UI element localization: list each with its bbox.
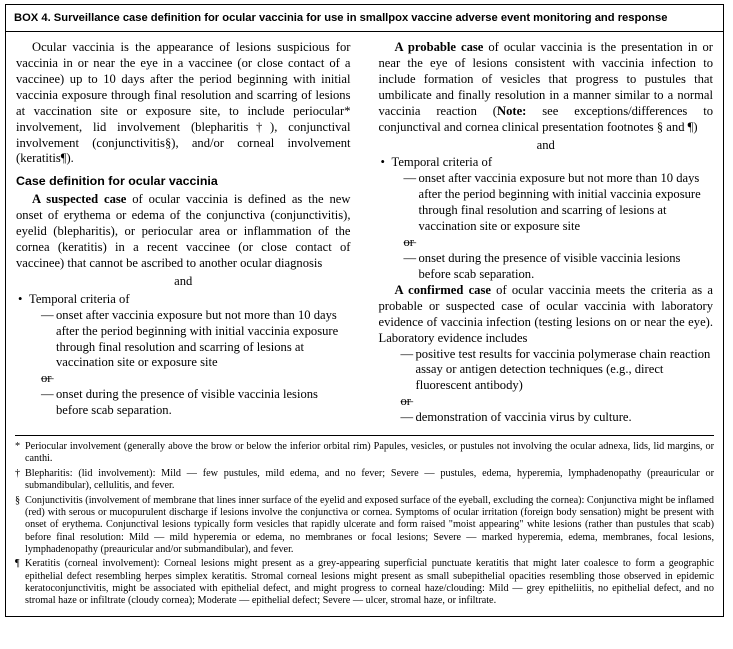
left-temporal-bullet-list bbox=[16, 292, 351, 419]
left-or-connector: — or bbox=[41, 371, 351, 387]
footnote-periocular bbox=[15, 441, 714, 466]
list-item bbox=[379, 155, 714, 282]
left-column bbox=[16, 40, 365, 426]
list-item: — positive test results for vaccinia polymerase chain reaction assay or antigen detection techniques (e.g., direct fluorescent antibody) bbox=[401, 347, 714, 395]
left-and-connector: and bbox=[174, 273, 193, 288]
case-definition-subheading: Case definition for ocular vaccinia bbox=[16, 174, 218, 189]
probable-case-note-label: Note: bbox=[497, 103, 527, 118]
right-temporal-dash-list bbox=[392, 171, 714, 282]
footnote-text: Keratitis (corneal involvement): Corneal lesions might present as a grey-appearing superficial punctuate keratitis that might later coalesce to form a geographic epithelial defect resembling herpes simplex keratitis. Stromal corneal lesions might present as small subepithelial opacities resembling those observed in epidemic keratoconjunctivitis, might be associated with epithelial defect, and might progress to corneal haze/clouding: Mild — grey epitheliitis, no epithelial defect, and no stromal haze or infiltrate (cloudy cornea); Moderate — epithelial defect; Severe — ulcer, stromal haze, or infiltrate. bbox=[25, 558, 714, 607]
footnote-marker: § bbox=[15, 494, 21, 506]
probable-case-paragraph bbox=[379, 40, 714, 136]
right-temporal-criteria-label: Temporal criteria of bbox=[391, 155, 493, 170]
probable-case-text-part2: see exceptions/differences to conjunctival and cornea clinical presentation footnotes § and ¶) bbox=[378, 103, 713, 134]
list-item: — onset during the presence of visible vaccinia lesions before scab separation. bbox=[41, 387, 351, 419]
list-item: — onset after vaccinia exposure but not more than 10 days after the period beginning with initial vaccinia exposure through final resolution and scarring of lesions at vaccination site or exposure site bbox=[404, 171, 714, 235]
right-column bbox=[365, 40, 714, 426]
footnote-marker: ¶ bbox=[15, 558, 20, 570]
laboratory-evidence-list bbox=[379, 347, 714, 427]
confirmed-case-text: of ocular vaccinia meets the criteria as a probable or suspected case of ocular vaccinia with laboratory evidence of vaccinia infection (testing lesions on or near the eye). Laboratory evidence includes bbox=[378, 282, 713, 345]
footnote-blepharitis bbox=[15, 468, 714, 493]
left-temporal-dash-list bbox=[29, 308, 351, 419]
suspected-case-paragraph bbox=[16, 192, 351, 272]
footnote-keratitis bbox=[15, 558, 714, 607]
suspected-case-label: A suspected case bbox=[32, 192, 127, 207]
footnote-marker: * bbox=[15, 441, 21, 453]
footnote-text: Periocular involvement (generally above the brow or below the inferior orbital rim) Papules, vesicles, or pustules not involving the ocular adnexa, lids, lid margins, or canthi. bbox=[25, 441, 714, 465]
box-columns bbox=[6, 32, 723, 432]
ocular-vaccinia-intro-paragraph: Ocular vaccinia is the appearance of lesions suspicious for vaccinia in or near the eye in a vaccinee (or close contact of a vaccinee) up to 10 days after the period beginning with initial vaccinia exposure through final resolution and scarring of lesions at vaccination site or exposure site, to include periocular* involvement, lid involvement (blepharitis†), conjunctival involvement (conjunctivitis§), and/or corneal involvement (keratitis¶). bbox=[16, 40, 351, 166]
lab-or-connector: — or bbox=[401, 394, 714, 410]
footnote-text: Conjunctivitis (involvement of membrane that lines inner surface of the eyelid and exposed surface of the eyeball, excluding the cornea): Conjunctiva might be inflamed (red) with serous or mucopurulent discharge if lesions involve the conjunctiva or cornea. Symptoms of ocular irritation (foreign body sensation) might be present with onset of erythema. Conjunctival lesions typically form vesicles that rapidly ulcerate and form raised "moist appearing" white lesions (rather than pustules that scab) before final resolution: Mild — mild hyperemia or edema, no membranes or focal lesions; Severe — marked hyperemia, edema, membranes, focal lesions, lymphadenopathy (preauricular and/or submandibular), and fever. bbox=[25, 494, 714, 555]
box-title: BOX 4. Surveillance case definition for ocular vaccinia for use in smallpox vaccine adverse event monitoring and response bbox=[6, 5, 723, 32]
list-item bbox=[16, 292, 351, 419]
surveillance-case-definition-box bbox=[5, 4, 724, 617]
right-and-connector: and bbox=[536, 137, 555, 152]
left-temporal-criteria-label: Temporal criteria of bbox=[29, 291, 130, 306]
list-item: — onset after vaccinia exposure but not more than 10 days after the period beginning with initial vaccinia exposure through final resolution and scarring of lesions at vaccination site or exposure site bbox=[41, 308, 351, 372]
footnote-conjunctivitis bbox=[15, 495, 714, 557]
footnote-text: Blepharitis: (lid involvement): Mild — few pustules, mild edema, and no fever; Severe — pustules, edema, hyperemia, lymphadenopathy (preauricular or submandibular), cellulitis, and fever. bbox=[25, 467, 714, 492]
footnotes-section bbox=[15, 435, 714, 615]
probable-case-label: A probable case bbox=[394, 40, 484, 54]
suspected-case-text: of ocular vaccinia is defined as the new onset of erythema or edema of the conjunctiva (conjunctivitis), eyelid (blepharitis), or periocular area or inflammation of the cornea (keratitis) in a recent vaccinee (or close contact of vaccinee) that cannot be ascribed to another ocular diagnosis bbox=[16, 192, 351, 270]
list-item: — demonstration of vaccinia virus by culture. bbox=[401, 410, 714, 426]
confirmed-case-paragraph bbox=[379, 283, 714, 347]
right-or-connector: — or bbox=[404, 235, 714, 251]
probable-case-text-part1: of ocular vaccinia is the presentation in or near the eye of lesions consistent with vaccinia infection to include formation of vesicles that progress to pustules that umbilicate and finally resolution in a manner similar to a normal vaccinia reaction ( bbox=[378, 40, 713, 118]
confirmed-case-label: A confirmed case bbox=[394, 282, 491, 297]
list-item: — onset during the presence of visible vaccinia lesions before scab separation. bbox=[404, 251, 714, 283]
footnote-marker: † bbox=[15, 467, 21, 479]
right-temporal-bullet-list bbox=[379, 155, 714, 282]
